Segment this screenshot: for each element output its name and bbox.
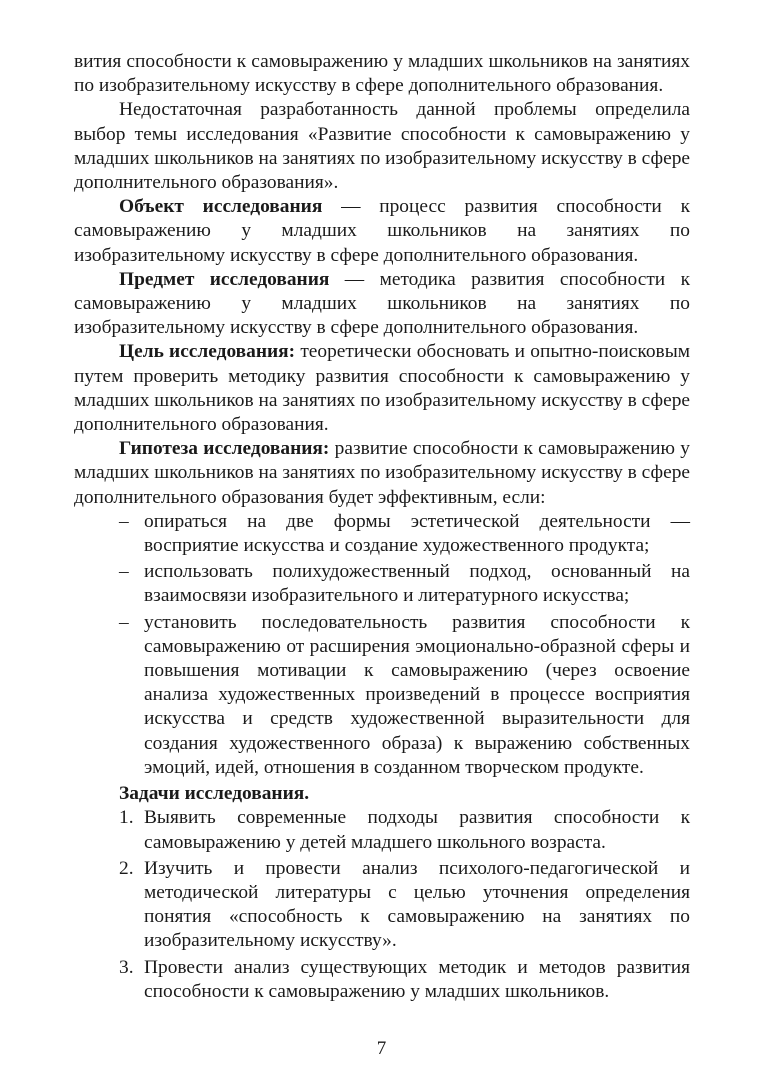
dash-marker: – [119, 561, 129, 583]
hypothesis-text: развитие способности к самовыражению у младших школьников на занятиях по изобразительному искусству в сфере дополнительного образования будет эффективным, если: [74, 438, 690, 508]
paragraph-topic: Недостаточная разработанность данной проблемы определила выбор темы исследования «Развитие способности к самовыражению у младших школьников на занятиях по изобразительному искусству в сфере дополнительного образования». [74, 99, 690, 194]
list-item [74, 560, 690, 608]
paragraph-continuation: вития способности к самовыражению у младших школьников на занятиях по изобразительному искусству в сфере дополнительного образования. [74, 51, 690, 97]
subject-label: Предмет исследования [119, 268, 330, 290]
goal-label: Цель исследования: [119, 341, 296, 363]
object-text: — процесс развития способности к самовыражению у младших школьников на занятиях по изобразительному искусству в сфере дополнительного образования. [74, 196, 690, 266]
list-item [74, 806, 690, 854]
page-number: 7 [376, 1038, 387, 1059]
list-item [74, 611, 690, 780]
list-item-text: использовать полихудожественный подход, основанный на взаимосвязи изобразительного и литературного искусства; [144, 561, 690, 607]
task-text: Изучить и провести анализ психолого-педагогической и методической литературы с целью уточнения определения понятия «способность к самовыражению на занятиях по изобразительному искусству». [144, 857, 690, 952]
paragraph-hypothesis [74, 437, 690, 510]
task-number: 1. [119, 807, 134, 829]
list-item [74, 857, 690, 954]
page-body [74, 50, 690, 1006]
object-label: Объект исследования [119, 196, 323, 218]
paragraph-object [74, 195, 690, 268]
hypothesis-label: Гипотеза исследования: [119, 438, 330, 460]
paragraph-subject [74, 268, 690, 341]
goal-text: теоретически обосновать и опытно-поисковым путем проверить методику развития способности к самовыражению у младших школьников на занятиях по изобразительному искусству в сфере дополнительного образования. [74, 341, 690, 436]
tasks-heading: Задачи исследования. [119, 783, 310, 805]
tasks-list [74, 806, 690, 1004]
subject-text: — методика развития способности к самовыражению у младших школьников на занятиях по изобразительному искусству в сфере дополнительного образования. [74, 268, 690, 339]
dash-marker: – [119, 611, 129, 633]
list-item-text: опираться на две формы эстетической деятельности — восприятие искусства и создание художественного продукта; [144, 510, 690, 557]
task-text: Провести анализ существующих методик и методов развития способности к самовыражению у младших школьников. [144, 956, 690, 1002]
task-number: 3. [119, 956, 134, 978]
list-item [74, 510, 690, 558]
list-item-text: установить последовательность развития способности к самовыражению от расширения эмоционально-образной сферы и повышения мотивации к самовыражению (через освоение анализа художественных произведений в процессе восприятия искусства и средств художественной выразительности для создания художественного образа) к выражению собственных эмоций, идей, отношения в созданном творческом продукте. [144, 611, 690, 778]
dash-marker: – [119, 510, 129, 532]
hypothesis-list [74, 510, 690, 780]
paragraph-goal [74, 340, 690, 437]
task-number: 2. [119, 857, 134, 879]
list-item [74, 956, 690, 1004]
task-text: Выявить современные подходы развития способности к самовыражению у детей младшего школьного возраста. [144, 807, 690, 853]
